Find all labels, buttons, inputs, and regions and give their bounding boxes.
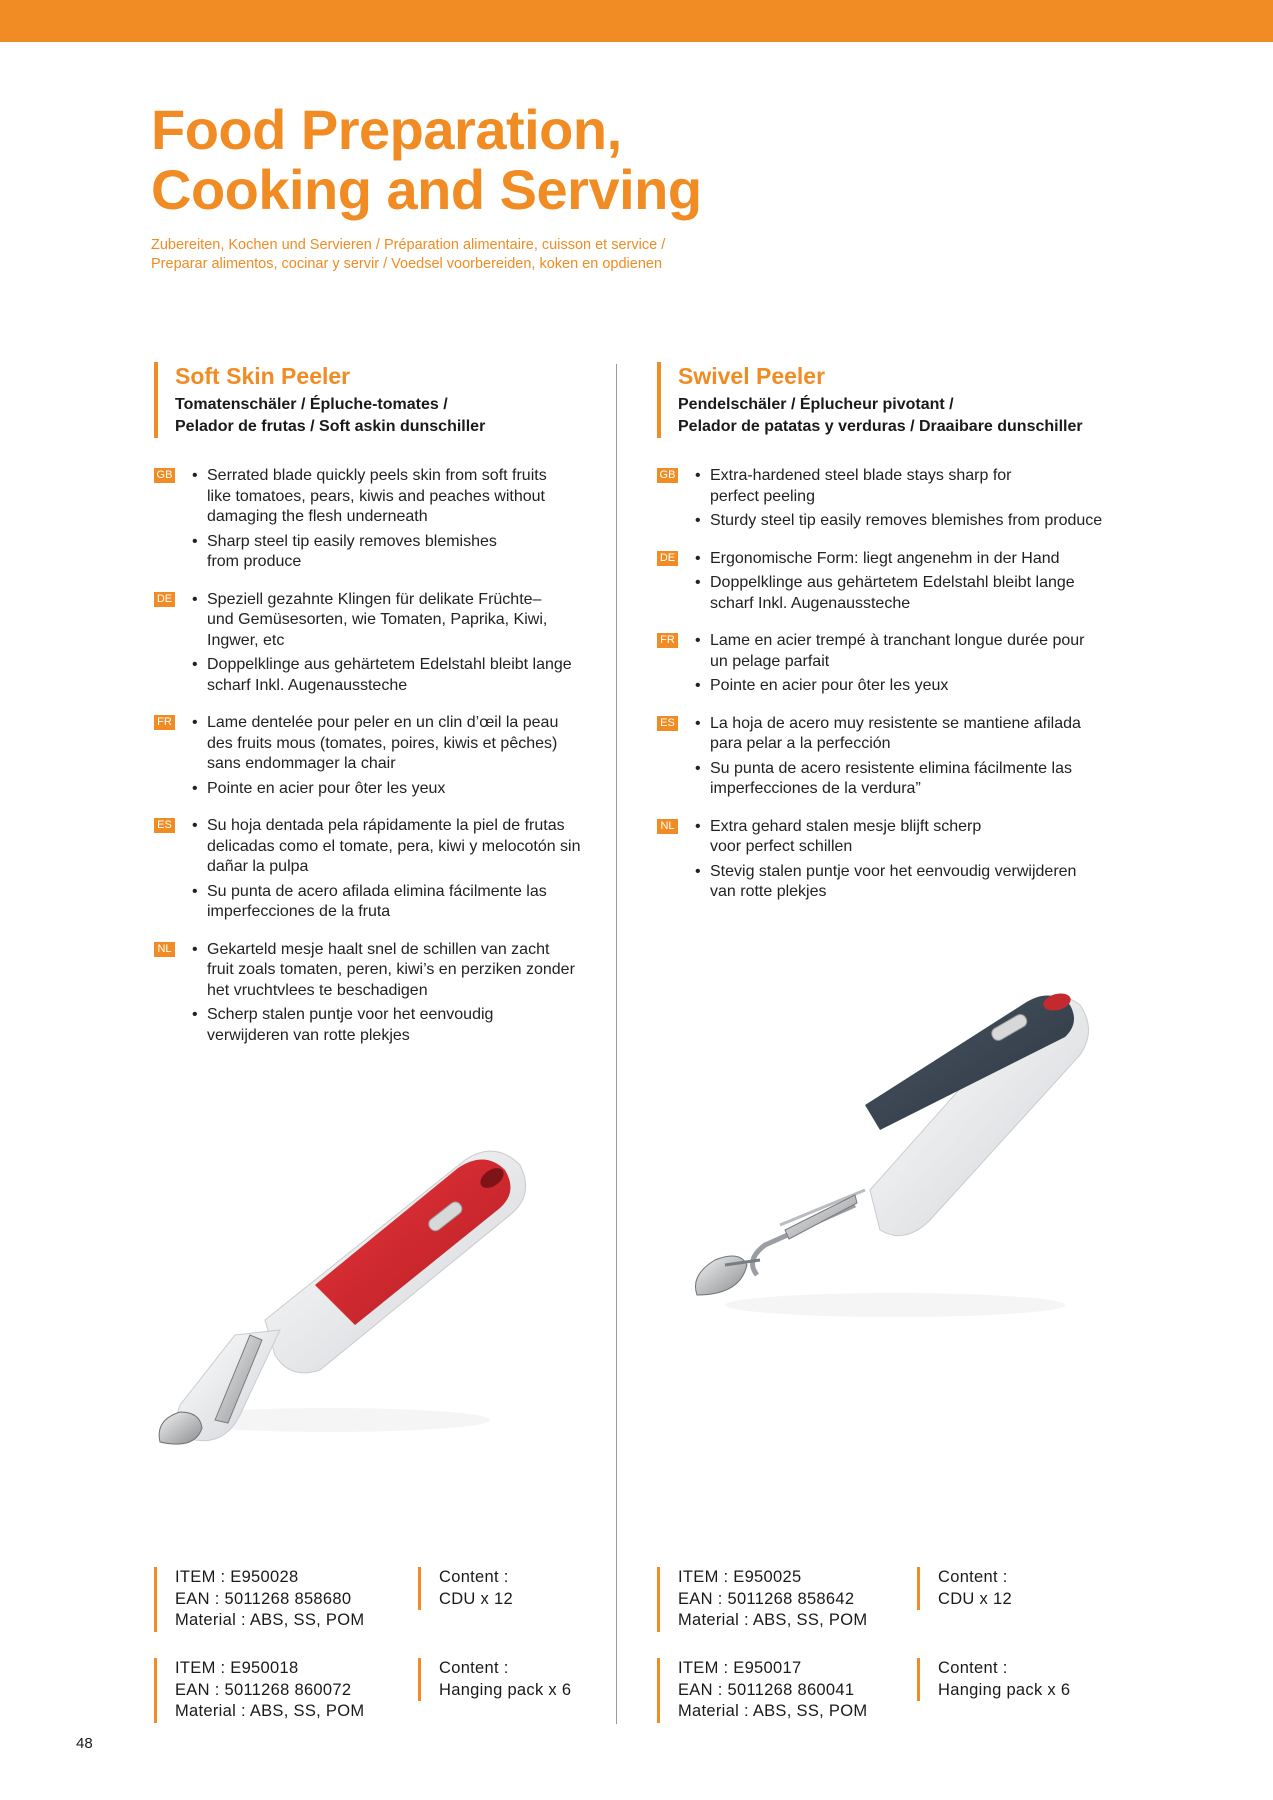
content-block-left-1 [418, 1567, 513, 1610]
bullet: • Lame dentelée pour peler en un clin d’œil la peau des fruits mous (tomates, poires, kiwis et pêches) sans endommager la chair [192, 713, 594, 775]
bullet: • Stevig stalen puntje voor het eenvoudig verwijderen van rotte plekjes [695, 862, 1117, 903]
lang-tag-gb: GB [154, 468, 175, 483]
content-label: Content : [439, 1659, 509, 1677]
description-list [657, 466, 1117, 903]
ean-code: EAN : 5011268 860041 [678, 1680, 855, 1699]
lang-block-nl [657, 817, 1117, 903]
bullet: • Extra gehard stalen mesje blijft scherp voor perfect schillen [695, 817, 1117, 858]
product-translations-line2: Pelador de patatas y verduras / Draaibare dunschiller [678, 418, 1083, 435]
bullet: • Speziell gezahnte Klingen für delikate Früchte– und Gemüsesorten, wie Tomaten, Paprika, Kiwi, Ingwer, etc [192, 590, 594, 652]
product-name: Soft Skin Peeler [175, 363, 351, 389]
lang-block-gb [657, 466, 1117, 532]
material: Material : ABS, SS, POM [175, 1611, 365, 1629]
bullet: • Scherp stalen puntje voor het eenvoudig verwijderen van rotte plekjes [192, 1005, 594, 1046]
lang-block-nl [154, 940, 594, 1047]
spec-block-right-1 [657, 1567, 867, 1632]
lang-block-fr [154, 713, 594, 799]
bullet: • La hoja de acero muy resistente se mantiene afilada para pelar a la perfección [695, 714, 1117, 755]
product-header [154, 362, 594, 438]
bullet: • Su punta de acero resistente elimina fácilmente las imperfecciones de la verdura” [695, 759, 1117, 800]
spec-block-left-2 [154, 1658, 364, 1723]
column-divider [616, 364, 617, 1724]
page-subtitle-line1: Zubereiten, Kochen und Servieren / Préparation alimentaire, cuisson et service / [151, 237, 666, 253]
product-translations-line1: Pendelschäler / Éplucheur pivotant / [678, 396, 954, 413]
spec-block-left-1 [154, 1567, 364, 1632]
lang-block-fr [657, 631, 1117, 697]
bullet: • Gekarteld mesje haalt snel de schillen van zacht fruit zoals tomaten, peren, kiwi’s en perziken zonder het vruchtvlees te beschadigen [192, 940, 594, 1002]
material: Material : ABS, SS, POM [175, 1702, 365, 1720]
page-subtitle [151, 236, 1051, 274]
content-block-right-1 [917, 1567, 1012, 1610]
lang-block-es [657, 714, 1117, 800]
lang-tag-nl: NL [657, 819, 678, 834]
item-code: ITEM : E950017 [678, 1659, 802, 1677]
item-code: ITEM : E950018 [175, 1659, 299, 1677]
page-subtitle-line2: Preparar alimentos, cocinar y servir / Voedsel voorbereiden, koken en opdienen [151, 256, 663, 272]
top-accent-bar [0, 0, 1273, 42]
description-list [154, 466, 594, 1046]
bullet: • Doppelklinge aus gehärtetem Edelstahl bleibt lange scharf Inkl. Augenaussteche [695, 573, 1117, 614]
lang-tag-de: DE [154, 592, 175, 607]
lang-block-es [154, 816, 594, 923]
product-header [657, 362, 1117, 438]
ean-code: EAN : 5011268 860072 [175, 1680, 352, 1699]
bullet: • Lame en acier trempé à tranchant longue durée pour un pelage parfait [695, 631, 1117, 672]
ean-code: EAN : 5011268 858680 [175, 1589, 352, 1608]
page-title-line1: Food Preparation, [151, 98, 622, 161]
lang-tag-de: DE [657, 551, 678, 566]
bullet: • Sharp steel tip easily removes blemishes from produce [192, 532, 594, 573]
bullet: • Serrated blade quickly peels skin from soft fruits like tomatoes, pears, kiwis and peaches without damaging the flesh underneath [192, 466, 594, 528]
content-label: Content : [938, 1568, 1008, 1586]
lang-block-gb [154, 466, 594, 573]
content-value: CDU x 12 [439, 1589, 513, 1608]
page-title [151, 100, 1051, 220]
lang-tag-nl: NL [154, 942, 175, 957]
bullet: • Pointe en acier pour ôter les yeux [192, 779, 594, 800]
lang-block-de [657, 549, 1117, 615]
product-translations [678, 394, 1117, 438]
lang-tag-fr: FR [657, 633, 678, 648]
bullet: • Doppelklinge aus gehärtetem Edelstahl bleibt lange scharf Inkl. Augenaussteche [192, 655, 594, 696]
lang-tag-gb: GB [657, 468, 678, 483]
spec-block-right-2 [657, 1658, 867, 1723]
content-value: Hanging pack x 6 [439, 1680, 572, 1699]
lang-tag-es: ES [154, 818, 175, 833]
content-value: CDU x 12 [938, 1589, 1012, 1608]
material: Material : ABS, SS, POM [678, 1611, 868, 1629]
item-code: ITEM : E950025 [678, 1568, 802, 1586]
bullet: • Extra-hardened steel blade stays sharp for perfect peeling [695, 466, 1117, 507]
bullet: • Su hoja dentada pela rápidamente la piel de frutas delicadas como el tomate, pera, kiwi y melocotón sin dañar la pulpa [192, 816, 594, 878]
lang-tag-es: ES [657, 716, 678, 731]
ean-code: EAN : 5011268 858642 [678, 1589, 855, 1608]
product-swivel-peeler [657, 362, 1117, 920]
bullet: • Pointe en acier pour ôter les yeux [695, 676, 1117, 697]
swivel-peeler-image [685, 975, 1115, 1355]
content-label: Content : [938, 1659, 1008, 1677]
product-translations-line1: Tomatenschäler / Épluche-tomates / [175, 396, 448, 413]
bullet: • Su punta de acero afilada elimina fácilmente las imperfecciones de la fruta [192, 882, 594, 923]
material: Material : ABS, SS, POM [678, 1702, 868, 1720]
item-code: ITEM : E950028 [175, 1568, 299, 1586]
content-block-right-2 [917, 1658, 1070, 1701]
page-number: 48 [76, 1735, 93, 1752]
lang-block-de [154, 590, 594, 697]
product-translations [175, 394, 594, 438]
product-name: Swivel Peeler [678, 363, 826, 389]
product-soft-skin-peeler [154, 362, 594, 1063]
content-block-left-2 [418, 1658, 571, 1701]
soft-skin-peeler-image [140, 1120, 560, 1480]
bullet: • Sturdy steel tip easily removes blemishes from produce [695, 511, 1117, 532]
content-label: Content : [439, 1568, 509, 1586]
content-value: Hanging pack x 6 [938, 1680, 1071, 1699]
bullet: • Ergonomische Form: liegt angenehm in der Hand [695, 549, 1117, 570]
lang-tag-fr: FR [154, 715, 175, 730]
product-translations-line2: Pelador de frutas / Soft askin dunschiller [175, 418, 486, 435]
page-title-line2: Cooking and Serving [151, 158, 702, 221]
